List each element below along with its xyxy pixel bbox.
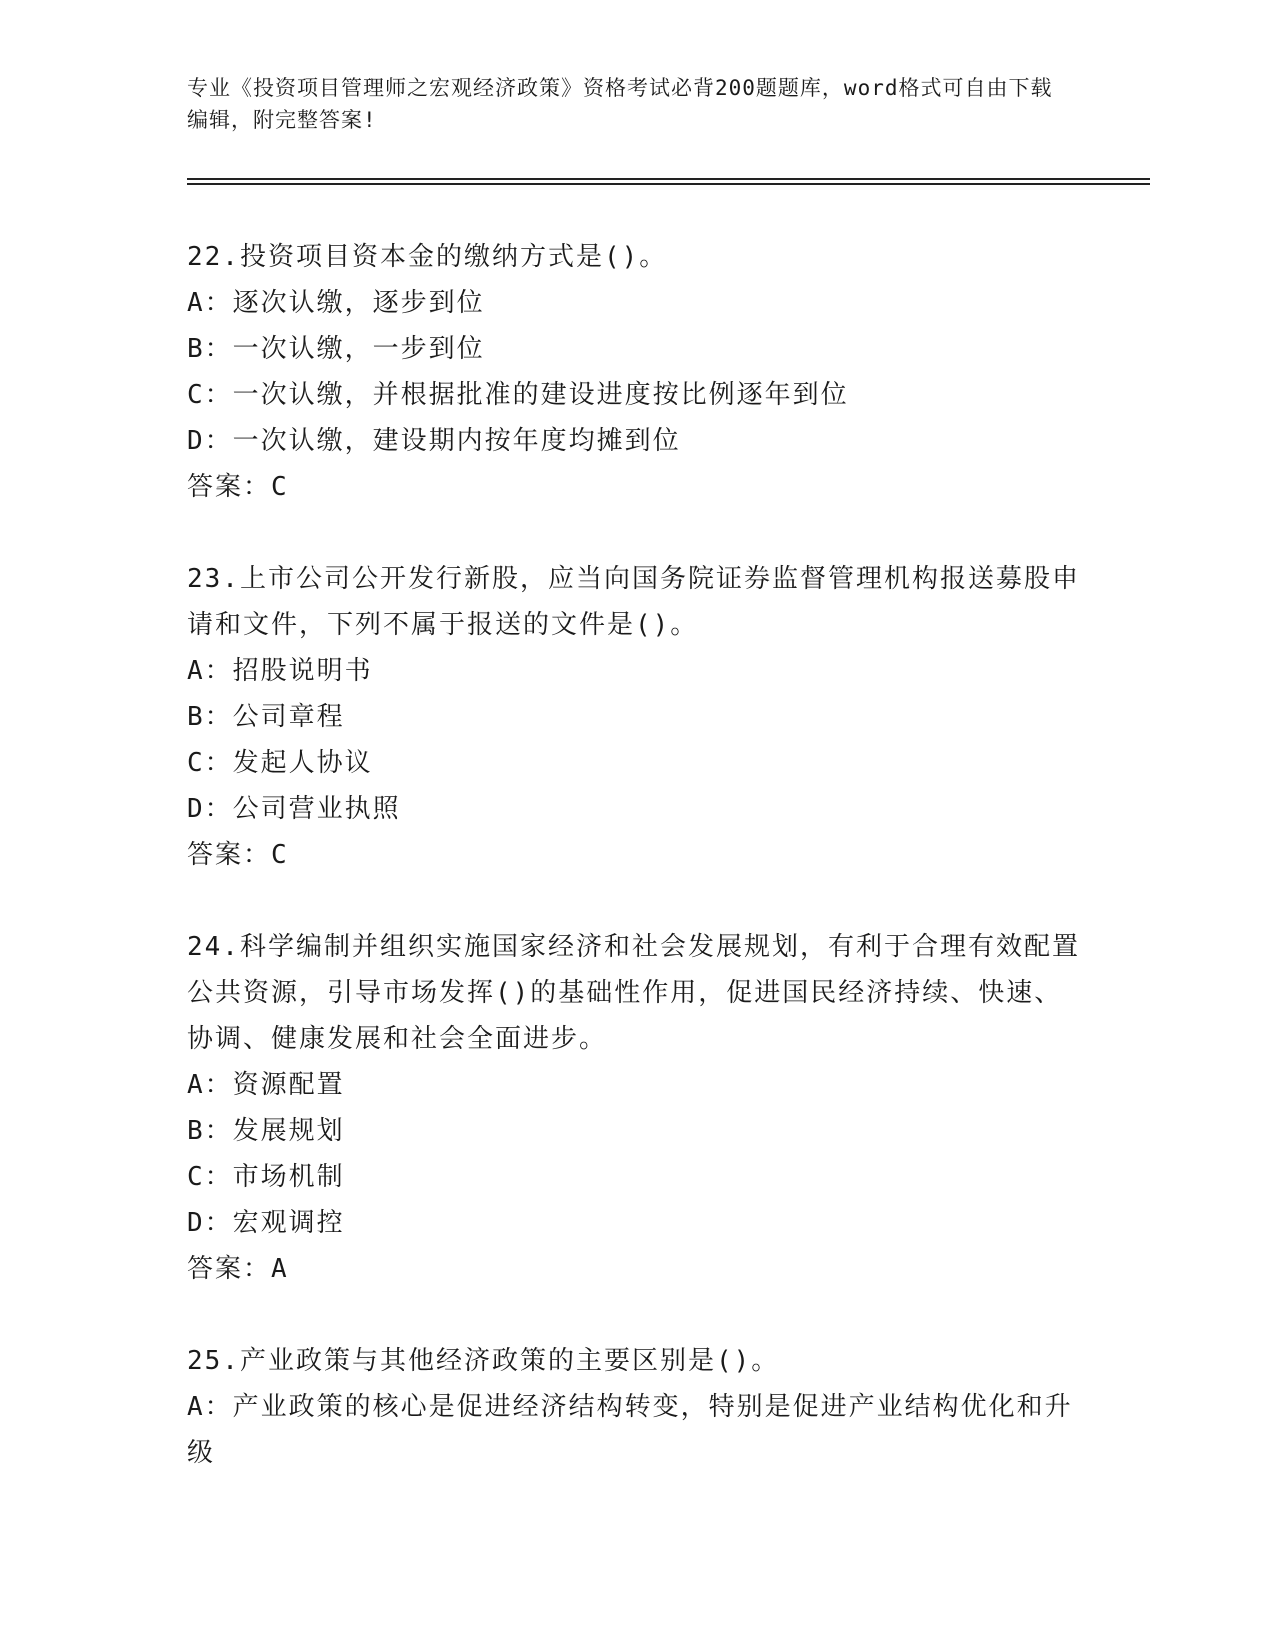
- question-stem: 24.科学编制并组织实施国家经济和社会发展规划，有利于合理有效配置公共资源，引导市场发挥()的基础性作用，促进国民经济持续、快速、协调、健康发展和社会全面进步。: [187, 932, 1080, 1054]
- option-a: A：资源配置: [187, 1070, 345, 1100]
- document-header: 专业《投资项目管理师之宏观经济政策》资格考试必背200题题库，word格式可自由下载编辑，附完整答案!: [187, 76, 1053, 132]
- header-divider-top: [187, 178, 1150, 180]
- option-a: A：逐次认缴，逐步到位: [187, 288, 485, 318]
- option-c: C：一次认缴，并根据批准的建设进度按比例逐年到位: [187, 380, 849, 410]
- question-stem: 23.上市公司公开发行新股，应当向国务院证券监督管理机构报送募股申请和文件，下列不属于报送的文件是()。: [187, 564, 1080, 640]
- option-d: D：宏观调控: [187, 1208, 345, 1238]
- question-24: [187, 924, 1087, 1292]
- question-23: [187, 556, 1087, 878]
- question-stem: 22.投资项目资本金的缴纳方式是()。: [187, 242, 668, 272]
- option-c: C：发起人协议: [187, 748, 373, 778]
- question-22: [187, 234, 1087, 510]
- option-a: A：产业政策的核心是促进经济结构转变，特别是促进产业结构优化和升级: [187, 1392, 1073, 1468]
- question-list: [187, 234, 1087, 1522]
- answer-line: 答案：A: [187, 1254, 289, 1284]
- option-b: B：发展规划: [187, 1116, 345, 1146]
- answer-line: 答案：C: [187, 840, 289, 870]
- option-b: B：一次认缴，一步到位: [187, 334, 485, 364]
- option-a: A：招股说明书: [187, 656, 373, 686]
- option-d: D：一次认缴，建设期内按年度均摊到位: [187, 426, 681, 456]
- question-25: [187, 1338, 1087, 1476]
- option-c: C：市场机制: [187, 1162, 345, 1192]
- option-d: D：公司营业执照: [187, 794, 401, 824]
- header-divider-bottom: [187, 183, 1150, 185]
- question-stem: 25.产业政策与其他经济政策的主要区别是()。: [187, 1346, 780, 1376]
- option-b: B：公司章程: [187, 702, 345, 732]
- answer-line: 答案：C: [187, 472, 289, 502]
